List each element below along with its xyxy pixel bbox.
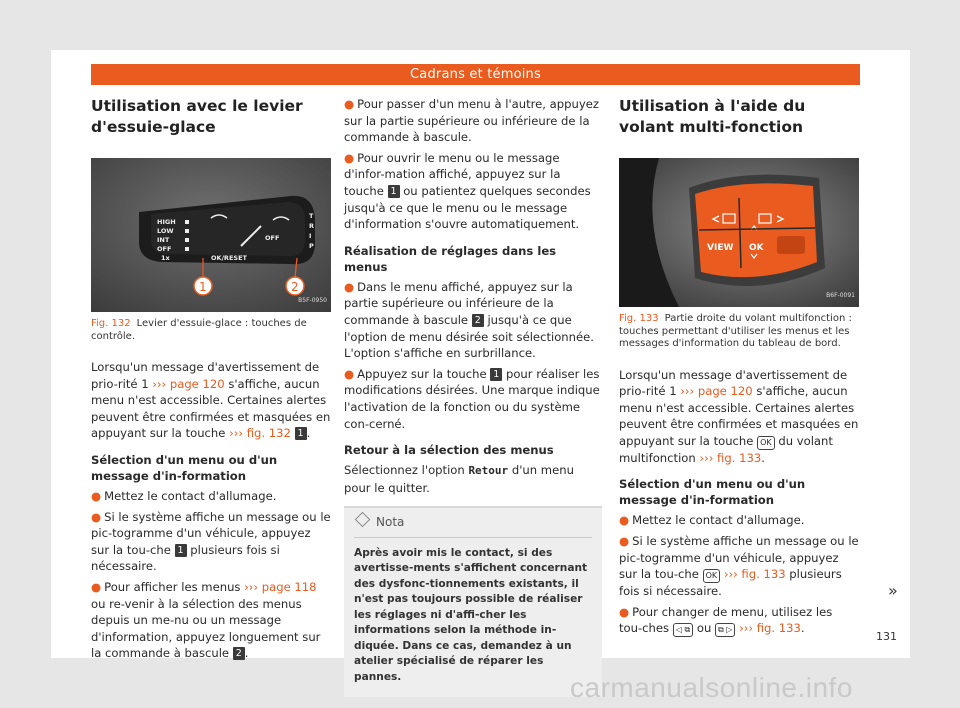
wiper-lever-illustration bbox=[91, 158, 331, 312]
page-link[interactable]: ››› page 120 bbox=[680, 384, 753, 399]
column-left bbox=[91, 96, 331, 666]
view-button-label: VIEW bbox=[707, 243, 734, 253]
figure-wiper-lever bbox=[91, 158, 331, 312]
intro-paragraph: Lorsqu'un message d'avertissement de prio-rité 1 ››› page 120 s'affiche, aucun menu n'est accessible. Certaines alertes peuvent être confirmées et masquées en appuyant sur la touche ››› fig. 132 1 . bbox=[91, 360, 331, 441]
fig-link[interactable]: ››› fig. 133 bbox=[723, 567, 786, 582]
steering-wheel-illustration bbox=[619, 158, 859, 307]
lever-label-int: INT bbox=[157, 236, 170, 244]
lever-label-1x: 1x bbox=[161, 254, 170, 262]
note-box bbox=[344, 506, 602, 697]
list-item: ● Appuyez sur la touche 1 pour réaliser les modifications désirées. Une marque indique l'activation de la fonction ou du système con-cerné. bbox=[344, 366, 600, 431]
lever-label-reset: OK/RESET bbox=[211, 254, 247, 262]
ok-button-label: OK bbox=[749, 243, 764, 253]
side-label-t: T bbox=[309, 212, 314, 220]
heading-select-menu: Sélection d'un menu ou d'un message d'in-formation bbox=[91, 452, 278, 483]
figure-code: B6F-0091 bbox=[826, 292, 855, 300]
watermark: carmanualsonline.info bbox=[570, 672, 853, 703]
column-middle bbox=[344, 96, 602, 697]
section-title-lever: Utilisation avec le levier d'essuie-glace bbox=[91, 97, 303, 136]
caption-text: Levier d'essuie-glace : touches de contrôle. bbox=[91, 318, 307, 342]
lever-label-off2: OFF bbox=[265, 234, 280, 242]
caption-text: Partie droite du volant multifonction : touches permettant d'utiliser les menus et les messages d'information du tableau de bord. bbox=[619, 313, 852, 349]
list-item: ● Pour ouvrir le menu ou le message d'infor-mation affiché, appuyez sur la touche 1 ou patientez quelques secondes jusqu'à ce que le menu ou le message d'information s'ouvre automatiquement. bbox=[344, 150, 591, 232]
return-paragraph: Sélectionnez l'option Retour d'un menu pour le quitter. bbox=[344, 463, 574, 495]
scroll-wheel bbox=[777, 236, 805, 254]
page-link[interactable]: ››› page 120 bbox=[152, 376, 225, 391]
figure-steering-wheel bbox=[619, 158, 859, 307]
list-item: ● Pour passer d'un menu à l'autre, appuyez sur la partie supérieure ou inférieure de la commande à bascule. bbox=[344, 97, 599, 145]
note-title: Nota bbox=[376, 515, 405, 530]
fig-link[interactable]: ››› fig. 133 bbox=[739, 621, 801, 636]
callout-1: 1 bbox=[199, 280, 207, 294]
list-item: ● Si le système affiche un message ou le pic-togramme d'un véhicule, appuyez sur la tou-che OK ››› fig. 133 plusieurs fois si nécessaire. bbox=[619, 534, 859, 599]
list-item: ● Dans le menu affiché, appuyez sur la partie supérieure ou inférieure de la commande à bascule 2 jusqu'à ce que l'option de menu désirée soit sélectionnée. L'option s'affiche en surbrillance. bbox=[344, 279, 594, 361]
side-label-r: R bbox=[309, 222, 315, 230]
list-item: ● Mettez le contact d'allumage. bbox=[619, 513, 805, 528]
page-link[interactable]: ››› page 118 bbox=[244, 579, 317, 594]
figure-code: B5F-0950 bbox=[298, 297, 327, 305]
page-number: 131 bbox=[876, 630, 897, 643]
section-title-steering: Utilisation à l'aide du volant multi-fonction bbox=[619, 97, 806, 136]
list-item: ● Pour afficher les menus ››› page 118 ou re-venir à la sélection des menus depuis un me-nu ou un message d'information, appuyez longuement sur la commande à bascule 2 . bbox=[91, 579, 321, 661]
side-label-i: I bbox=[309, 232, 312, 240]
figure-caption bbox=[619, 313, 859, 351]
ok-key-icon: OK bbox=[757, 436, 775, 450]
ok-key-icon: OK bbox=[703, 569, 721, 583]
figure-label: Fig. 133 bbox=[619, 313, 659, 324]
heading-settings: Réalisation de réglages dans les menus bbox=[344, 243, 557, 274]
button-ref-1: 1 bbox=[295, 427, 307, 440]
lever-label-high: HIGH bbox=[157, 218, 176, 226]
lever-label-low: LOW bbox=[157, 227, 174, 235]
list-item: ● Pour changer de menu, utilisez les tou-ches ◁ ⧉ ou ⧉ ▷ ››› fig. 133. bbox=[619, 604, 833, 636]
lever-label-off: OFF bbox=[157, 245, 172, 253]
note-body: Après avoir mis le contact, si des avertisse-ments s'affichent concernant des dysfonc-tionnements existants, il n'est pas toujours possible de réaliser les réglages ni d'affi-cher les informations selon la méthode in-diquée. Dans ce cas, demandez à un atelier spécialisé de réparer les pannes. bbox=[354, 546, 588, 683]
section-header: Cadrans et témoins bbox=[91, 64, 860, 85]
prev-menu-key-icon: ◁ ⧉ bbox=[673, 623, 693, 637]
info-icon bbox=[355, 512, 371, 528]
note-header bbox=[354, 514, 592, 538]
figure-caption bbox=[91, 318, 331, 343]
next-menu-key-icon: ⧉ ▷ bbox=[715, 623, 735, 637]
option-retour: Retour bbox=[468, 464, 509, 478]
heading-return: Retour à la sélection des menus bbox=[344, 443, 554, 458]
callout-2: 2 bbox=[291, 280, 299, 294]
heading-select-menu: Sélection d'un menu ou d'un message d'in-formation bbox=[619, 477, 806, 508]
list-item: ● Mettez le contact d'allumage. bbox=[91, 488, 277, 503]
list-item: ● Si le système affiche un message ou le pic-togramme d'un véhicule, appuyez sur la tou-che 1 plusieurs fois si nécessaire. bbox=[91, 509, 331, 574]
fig-link[interactable]: ››› fig. 133 bbox=[699, 450, 762, 465]
continue-marker: » bbox=[888, 581, 898, 600]
figure-label: Fig. 132 bbox=[91, 318, 131, 329]
intro-paragraph: Lorsqu'un message d'avertissement de prio-rité 1 ››› page 120 s'affiche, aucun menu n'est accessible. Certaines alertes peuvent être confirmées et masquées en appuyant sur la touche OK du volant multifonction ››› fig. 133. bbox=[619, 367, 859, 465]
column-right bbox=[619, 96, 859, 641]
fig-link[interactable]: ››› fig. 132 bbox=[229, 426, 291, 441]
side-label-p: P bbox=[309, 242, 314, 250]
